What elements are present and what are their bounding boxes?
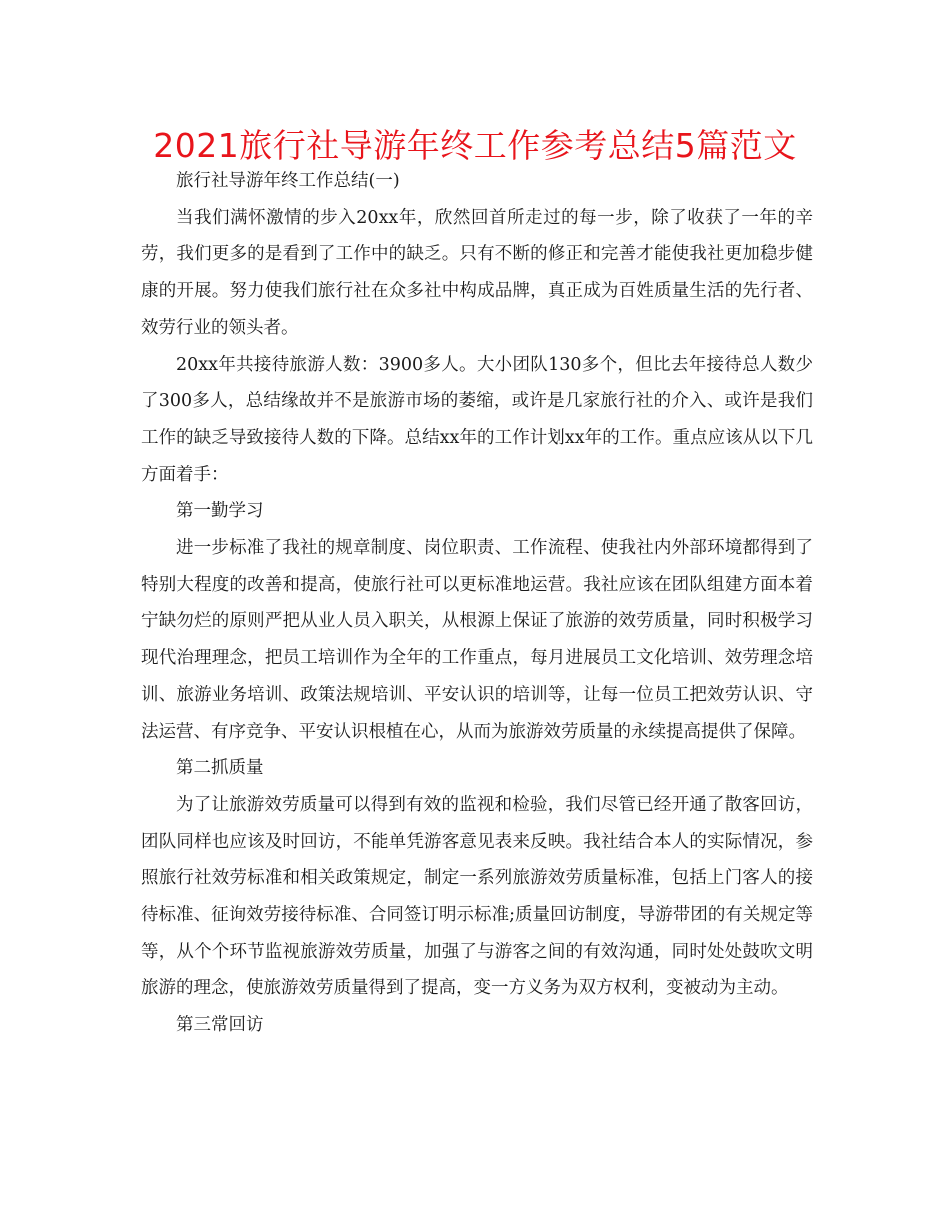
body-paragraph: 为了让旅游效劳质量可以得到有效的监视和检验，我们尽管已经开通了散客回访，团队同样也应该及时回访，不能单凭游客意见表来反映。我社结合本人的实际情况，参照旅行社效劳标准和相关政策规定，制定一系列旅游效劳质量标准，包括上门客人的接待标准、征询效劳接待标准、合同签订明示标准;质量回访制度，导游带团的有关规定等等，从个个环节监视旅游效劳质量，加强了与游客之间的有效沟通，同时处处鼓吹文明旅游的理念，使旅游效劳质量得到了提高，变一方义务为双方权利，变被动为主动。 [141, 794, 813, 999]
document-title: 2021旅行社导游年终工作参考总结5篇范文 [153, 126, 797, 165]
document-body [141, 163, 813, 1044]
section-heading: 第二抓质量 [176, 758, 264, 779]
section-heading: 旅行社导游年终工作总结(一) [176, 171, 400, 191]
section-heading: 第三常回访 [176, 1015, 264, 1036]
body-paragraph: 当我们满怀激情的步入20xx年，欣然回首所走过的每一步，除了收获了一年的辛劳，我们更多的是看到了工作中的缺乏。只有不断的修正和完善才能使我社更加稳步健康的开展。努力使我们旅行社在众多社中构成品牌，真正成为百姓质量生活的先行者、效劳行业的领头者。 [141, 207, 813, 338]
body-paragraph: 20xx年共接待旅游人数：3900多人。大小团队130多个，但比去年接待总人数少了300多人，总结缘故并不是旅游市场的萎缩，或许是几家旅行社的介入、或许是我们工作的缺乏导致接待人数的下降。总结xx年的工作计划xx年的工作。重点应该从以下几方面着手： [141, 354, 813, 485]
body-paragraph: 进一步标准了我社的规章制度、岗位职责、工作流程、使我社内外部环境都得到了特别大程度的改善和提高，使旅行社可以更标准地运营。我社应该在团队组建方面本着宁缺勿烂的原则严把从业人员入职关，从根源上保证了旅游的效劳质量，同时积极学习现代治理理念，把员工培训作为全年的工作重点，每月进展员工文化培训、效劳理念培训、旅游业务培训、政策法规培训、平安认识的培训等，让每一位员工把效劳认识、守法运营、有序竞争、平安认识根植在心，从而为旅游效劳质量的永续提高提供了保障。 [141, 538, 813, 742]
section-heading: 第一勤学习 [176, 501, 264, 522]
